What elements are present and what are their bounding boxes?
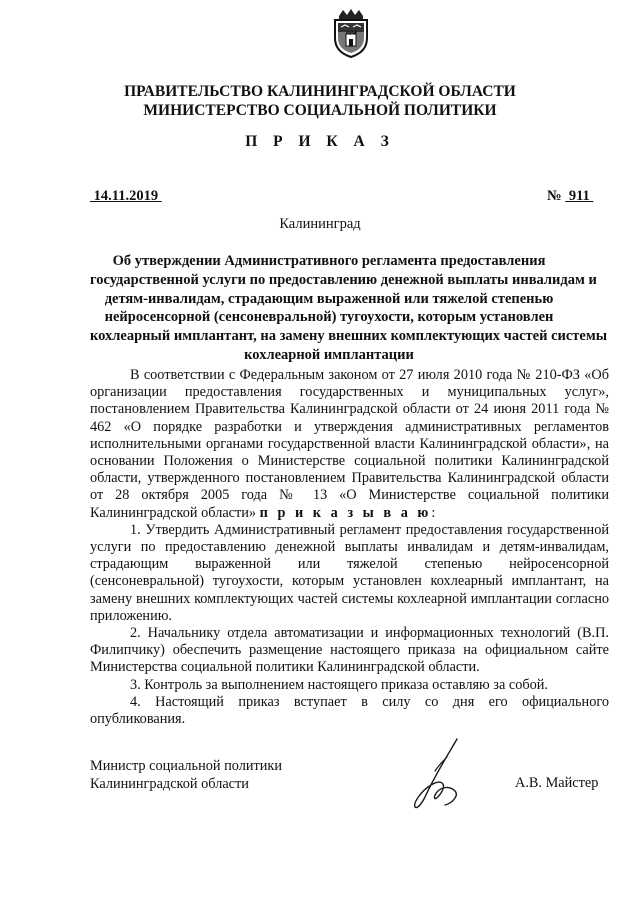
title-line: кохлеарный имплантант, на замену внешних комплектующих частей системы [90,328,608,345]
order-number [547,188,593,205]
signatory-name: А.В. Майстер [515,775,599,791]
ministry-title: МИНИСТЕРСТВО СОЦИАЛЬНОЙ ПОЛИТИКИ [143,102,497,119]
title-line: детям-инвалидам, страдающим выраженной или тяжелой степенью [104,290,554,307]
order-colon: : [431,504,436,521]
order-item-1: 1. Утвердить Административный регламент предоставления государственной услуги по предоставлению денежной выплаты инвалидам и детям-инвалидам, страдающим выраженной или тяжелой степенью нейросенсорной (сенсоневральной) тугоухости, которым установлен кохлеарный имплантант, на замену внешних комплектующих частей системы кохлеарной имплантации согласно приложению. [90,521,609,624]
order-body [90,367,609,728]
title-line: кохлеарной имплантации [244,346,414,363]
signatory-position [90,758,282,793]
order-number-prefix: № [547,188,566,204]
title-line: Об утверждении Административного регламента предоставления [112,253,546,269]
order-item-2: 2. Начальнику отдела автоматизации и информационных технологий (В.П. Филипчику) обеспечить размещение настоящего приказа на официальном сайте Министерства социальной политики Калининградской области. [90,625,609,676]
document-type: П Р И К А З [245,133,395,150]
coat-of-arms-icon [329,8,373,58]
handwritten-signature [395,735,475,815]
title-line: государственной услуги по предоставлению денежной выплаты инвалидам и [90,271,597,288]
order-date: 14.11.2019 [90,188,162,204]
order-word: п р и к а з ы в а ю [259,504,432,521]
position-line: Министр социальной политики [90,758,282,774]
preamble-paragraph [90,367,609,522]
position-line: Калининградской области [90,775,249,792]
order-number-value: 911 [565,188,594,204]
title-line: нейросенсорной (сенсоневральной) тугоухости, которым установлен [104,309,554,326]
order-item-4: 4. Настоящий приказ вступает в силу со дня его официального опубликования. [90,693,609,728]
government-title: ПРАВИТЕЛЬСТВО КАЛИНИНГРАДСКОЙ ОБЛАСТИ [124,83,516,100]
order-item-3: 3. Контроль за выполнением настоящего приказа оставляю за собой. [130,676,549,693]
order-title [90,252,608,365]
preamble-text: В соответствии с Федеральным законом от 27 июля 2010 года № 210-ФЗ «Об организации предоставления государственных и муниципальных услуг», постановлением Правительства Калининградской области от 24 июня 2011 года № 462 «О порядке разработки и утверждения административных регламентов исполнительными органами государственной власти Калининградской области», на основании Положения о Министерстве социальной политики Калининградской области, утвержденного постановлением Правительства Калининградской области от 28 октября 2005 года № 13 «О Министерстве социальной политики Калининградской области» [90,367,609,521]
city-name: Калининград [279,216,361,232]
